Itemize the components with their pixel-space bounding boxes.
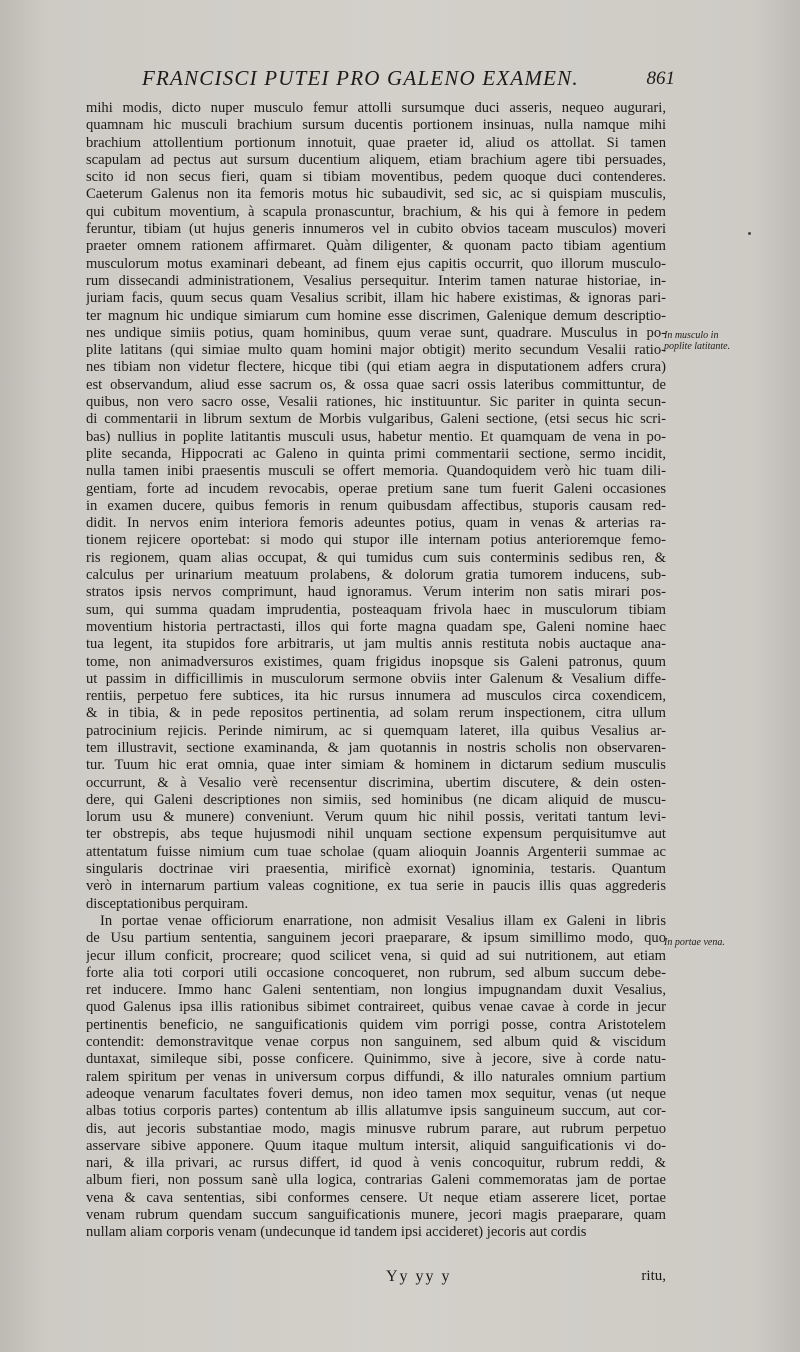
text-line: attentatum fuisse nimium cum tuae scholae (quam alioquin Joannis Argenterii summae ac: [86, 843, 666, 860]
text-line: ut passim in difficillimis in musculorum sermone obviis inter Galenum & Vesalium diffe-: [86, 670, 666, 687]
text-line: In portae venae officiorum enarratione, non admisit Vesalius illam ex Galeni in libris: [100, 912, 666, 929]
text-line: bas) nullius in poplite latitantis musculi usus, habetur mentio. Et quamquam de vena in po-: [86, 428, 666, 445]
text-line: forte alia toti corpori utili occasione concoqueret, non rubrum, sed album succum debe-: [86, 964, 666, 981]
text-line: gentiam, forte ad incudem revocabis, operae pretium sane tum fuerit Galeni occasiones: [86, 480, 666, 497]
text-line: singularis doctrinae viri praesentia, mirificè exornat) ignominia, testaris. Quantum: [86, 861, 666, 878]
text-line: rum dissecandi administrationem, Vesalius persequitur. Interim tamen naturae historiae, in-: [86, 272, 666, 289]
text-line: est observandum, aliud esse sacrum os, & ossa quae sacri ossis lateribus committuntur, de: [86, 376, 666, 393]
text-line: praeter omnem rationem affirmaret. Quàm diligenter, & quonam pacto tibiam agentium: [86, 238, 666, 255]
text-line: ter magnum hic undique simiarum cum homine esse discrimen, Galenique demum descriptio-: [86, 307, 666, 324]
text-line: quod Galenus ipsa illis rationibus sibimet contraireet, quibus venae cavae à corde in jecur: [86, 999, 666, 1016]
text-line: ris regionem, quam alias occupat, & qui tumidus cum suis conterminis sedibus ren, &: [86, 549, 666, 566]
text-line: Caeterum Galenus non ita femoris motus hic subaudivit, sed sic, ac si quispiam musculis,: [86, 186, 666, 203]
text-line: occurrunt, & à Vesalio verè recensentur discrimina, ubertim discutere, & dein osten-: [86, 774, 666, 791]
text-line: quibus, non vero sacro osse, Vesalii rationes, hic instituuntur. Sic pariter in quinta secun-: [86, 394, 666, 411]
page-number: 861: [646, 68, 675, 89]
text-line: tionem rejicere oportebat: si modo qui stupor ille internam potius anterioremque femo-: [86, 532, 666, 549]
running-title: FRANCISCI PUTEI PRO GALENO EXAMEN.: [142, 66, 579, 90]
text-line: tem illustravit, sectione examinanda, & jam quotannis in nostris scholis non observaren-: [86, 739, 666, 756]
text-line: ret inducere. Immo hanc Galeni sententiam, non longius impugnandam duxit Vesalius,: [86, 982, 666, 999]
text-line: vena & cava sententias, sibi conformes censere. Ut neque etiam asserere licet, portae: [86, 1189, 666, 1206]
text-line: disceptationibus perquiram.: [86, 895, 249, 912]
margin-note-portae: In portae vena.: [664, 937, 725, 948]
text-line: didit. In nervos enim interiora femoris adeuntes potius, quam in venas & arterias ra-: [86, 515, 666, 532]
text-line: di commentarii in librum sextum de Morbis vulgaribus, Galeni sectione, (etsi secus hic scri-: [86, 411, 666, 428]
text-line: tua legent, ita stupidos fore arbitraris, ut jam multis annis restituta nobis auctaque ana-: [86, 636, 666, 653]
text-line: sum, qui summa quadam imprudentia, posteaquam frivola haec in musculorum tibiam: [86, 601, 666, 618]
text-line: lorum usu & munere) conveniunt. Verum quum hic nihil possis, veritati tantum levi-: [86, 809, 666, 826]
text-line: qui cubitum moventium, à scapula pronascuntur, brachium, & his qui à femore in pedem: [86, 203, 666, 220]
paragraph-1: [86, 100, 666, 913]
page-header: [130, 66, 675, 96]
text-line: & in tibia, & in pede repositos pertinentia, ad solam rerum inspectionem, citra ullum: [86, 705, 666, 722]
text-line: verò in internarum partium valeas cognitione, ex tua serie in paucis illis quas aggrederis: [86, 878, 666, 895]
paragraph-2: [86, 913, 666, 1242]
signature-mark: Yy yy y: [386, 1268, 452, 1285]
text-line: in examen ducere, quibus femoris in renum quibusdam affectibus, stuporis causam red-: [86, 497, 666, 514]
text-line: dis, aut jecoris substantiae modo, magis minusve rubrum parare, aut rubrum perpetuo: [86, 1120, 666, 1137]
text-line: feruntur, tibiam (ut hujus generis innumeros vel in cubito obvios taceam musculos) moveri: [86, 221, 666, 238]
text-line: album fieri, non possum sanè ulla logica, contrarias Galeni commemoratas jam de portae: [86, 1172, 666, 1189]
catchword: ritu,: [641, 1268, 666, 1284]
text-line: duntaxat, simileque sibi, posse conficere. Quinimmo, sive à jecore, sive à corde natu-: [86, 1051, 666, 1068]
text-line: dere, qui Galeni descriptiones non simiis, sed hominibus (ne dicam aliquid de muscu-: [86, 791, 666, 808]
text-line: scito id non secus fieri, quam si tibiam moventibus, pedem quoque duci contenderes.: [86, 169, 666, 186]
page-footer: [86, 1268, 666, 1292]
margin-note-poplite: In musculo in poplite latitante.: [664, 330, 731, 352]
text-line: nari, & illa privari, ac rursus differt, id quod à venis concoquitur, rubrum reddi, &: [86, 1155, 666, 1172]
text-line: tur. Tuum hic erat omnia, quae inter simiam & hominem in dictarum sedium musculis: [86, 757, 666, 774]
text-line: rentiis, perpetuo fere subtices, ita hic rursus innumera ad musculos circa coxendicem,: [86, 688, 666, 705]
text-line: adeoque venarum facultates foveri demus, non ideo tamen mox sequitur, venas (ut neque: [86, 1085, 666, 1102]
text-line: juriam facis, quum secus quam Vesalius scribit, illam hic habere existimas, & ignoras pari-: [86, 290, 666, 307]
text-line: ralem spiritum per venas in universum corpus diffundi, & illo naturales omnium partium: [86, 1068, 666, 1085]
text-line: de Usu partium sententia, sanguinem jecori praeparare, & ipsum simillimo modo, quo: [86, 930, 666, 947]
text-line: brachium attollentium portionum innotuit, quae praeter id, aliud os attollat. Si tamen: [86, 134, 666, 151]
text-line: venam rubrum quendam succum sanguificationis munere, jecori magis praeparare, quam: [86, 1207, 666, 1223]
text-line: calculus per urinarium meatuum prolabens, & dolorum gratia tumorem inducens, sub-: [86, 567, 666, 584]
text-line: moventium historia pertractasti, illos qui forte magna quadam spe, Galeni nomine haec: [86, 618, 666, 635]
margin-speck: [748, 232, 751, 235]
text-line: albas totius corporis partes) contentum ab illis allatumve ipsis sanguineum succum, aut cor-: [86, 1103, 666, 1120]
text-line: patrocinium rejicis. Perinde nimirum, ac si quemquam lateret, illa quibus Vesalius ar-: [86, 722, 666, 739]
text-line: asservare sibive apponere. Quum itaque multum intersit, aliquid sanguificationis vi do-: [86, 1137, 666, 1154]
text-line: ter obstrepis, abs teque hujusmodi nihil unquam sectione expensum perquisitumve aut: [86, 826, 666, 843]
text-line: musculorum motus examinari debeant, ad finem ejus capitis occurrit, quo illorum musculo-: [86, 255, 666, 272]
text-line: scapulam ad pectus aut sursum ducentium aliquem, etiam brachium agere tibi persuades,: [86, 151, 666, 168]
text-line: tome, non animadversuros existimes, quam frigidus inopsque sis Galeni patronus, quum: [86, 653, 666, 670]
text-line: nes tibiam non videtur flectere, hicque tibi (qui etiam aegra in disputationem adfers crura): [86, 359, 666, 376]
text-line: stratos ipsis nervos comprimunt, haud ignoramus. Verum interim non satis mirari pos-: [86, 584, 666, 601]
body-text: [86, 100, 666, 1242]
text-line: plite secanda, Hippocrati ac Galeno in quinta primi commentarii sectione, sermo incidit,: [86, 445, 666, 462]
text-line: quamnam hic musculi brachium sursum ducentis portionem insinuas, nulla namque mihi: [86, 117, 666, 134]
text-line: contendit: demonstravitque venae corpus non sanguinem, sed album quid & viscidum: [86, 1034, 666, 1051]
text-line: nulla tamen inibi praesentis musculi se offert memoria. Quandoquidem verò hic tuam dili-: [86, 463, 666, 480]
text-line: nullam aliam corporis venam (undecunque id tandem ipsi accideret) jecoris aut cordis: [86, 1224, 587, 1241]
text-line: mihi modis, dicto nuper musculo femur attolli sursumque duci asseris, nequeo augurari,: [86, 100, 666, 116]
text-line: nes undique simiis potius, quam hominibus, quum verae sunt, quadrare. Musculus in po-: [86, 324, 666, 341]
text-line: jecur illum conficit, procreare; quod scilicet vena, si quid ad sui nutritionem, aut etiam: [86, 947, 666, 964]
text-line: plite latitans (qui simiae multo quam homini major obtigit) merito secundum Vesalii ratio-: [86, 342, 666, 359]
text-line: pertinentis beneficio, ne sanguificationis quidem vim porrigi posse, contra Aristotelem: [86, 1016, 666, 1033]
